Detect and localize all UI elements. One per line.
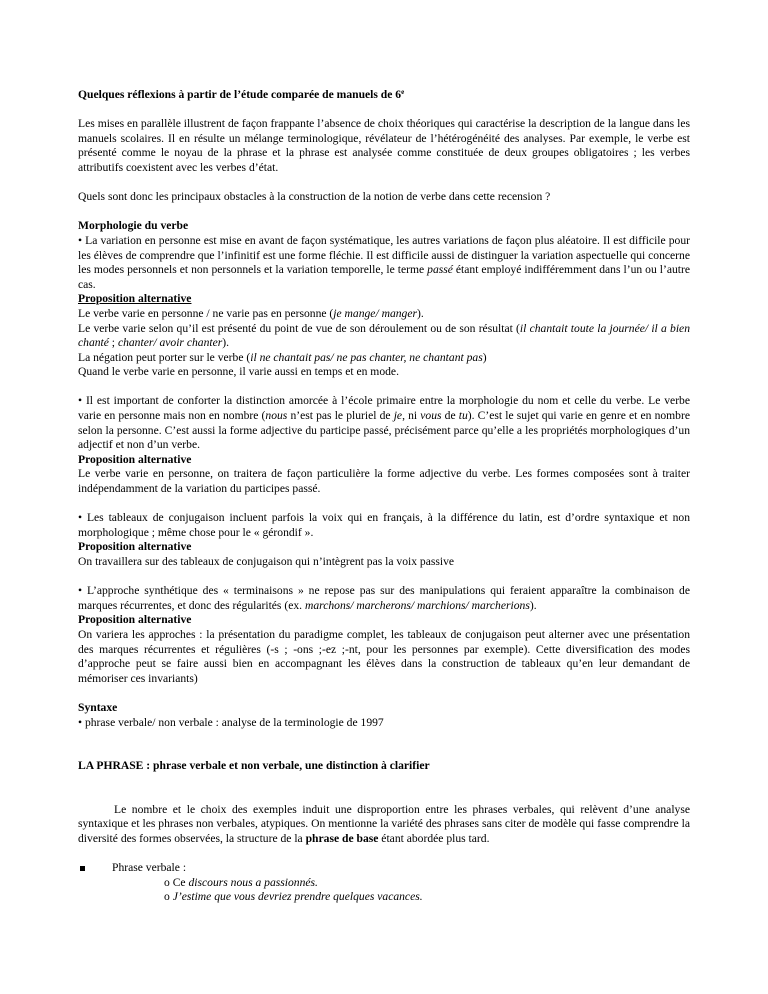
section-heading-la-phrase: LA PHRASE : phrase verbale et non verbale, une distinction à clarifier <box>78 759 430 773</box>
morph-point-4-alternative: On variera les approches : la présentation du paradigme complet, les tableaux de conjugaison peut alterner avec une présentation des marques récurrentes et régulières (-s ; -ons ;-ez ;-nt, pour les personnes par exemple). Cette diversification des modes d’approche peut se faire aussi bien en accompagnant les élèves dans la construction de tableaux qu’en leur demandant de mémoriser ces invariants) <box>78 627 690 685</box>
morph-point-2-alternative: Le verbe varie en personne, on traitera de façon particulière la forme adjective du verbe. Les formes composées sont à traiter indépendamment de la variation du participes passé. <box>78 467 690 496</box>
example-item: o Ce discours nous a passionnés. <box>164 875 318 889</box>
morph-point-1: • La variation en personne est mise en avant de façon systématique, les autres variations de façon plus aléatoire. Il est difficile pour les élèves de comprendre que l’infinitif est une forme fléchie. Il est difficile aussi de distinguer la variation aspectuelle qui concerne les modes personnels et non personnels et la variation temporelle, le terme passé étant employé indifféremment dans l’un ou l’autre cas. <box>78 233 690 291</box>
bullet-label: Phrase verbale : <box>112 861 187 875</box>
morph-line-2: Le verbe varie selon qu’il est présenté du point de vue de son déroulement ou de son résultat (il chantait toute la journée/ il a bien chanté ; chanter/ avoir chanter). <box>78 321 690 350</box>
morph-point-3: • Les tableaux de conjugaison incluent parfois la voix qui en français, à la différence du latin, est d’ordre syntaxique et non morphologique ; même chose pour le « gérondif ». <box>78 511 690 539</box>
proposition-alternative-heading: Proposition alternative <box>78 540 192 554</box>
document-page <box>78 88 690 905</box>
square-bullet-icon <box>78 861 112 905</box>
morph-line-1: Le verbe varie en personne / ne varie pas en personne (je mange/ manger). <box>78 306 424 320</box>
section-heading-morphologie: Morphologie du verbe <box>78 219 189 233</box>
example-item: o J’estime que vous devriez prendre quelques vacances. <box>164 890 423 904</box>
section-heading-syntaxe: Syntaxe <box>78 700 118 714</box>
document-title: Quelques réflexions à partir de l’étude comparée de manuels de 6e <box>78 88 405 101</box>
morph-line-4: Quand le verbe varie en personne, il varie aussi en temps et en mode. <box>78 365 399 379</box>
morph-line-3: La négation peut porter sur le verbe (il ne chantait pas/ ne pas chanter, ne chantant pas) <box>78 350 487 364</box>
intro-paragraph: Les mises en parallèle illustrent de façon frappante l’absence de choix théoriques qui caractérise la description de la langue dans les manuels scolaires. Il en résulte un mélange terminologique, révélateur de l’hétérogénéité des analyses. Par exemple, le verbe est présenté comme le noyau de la phrase et la phrase est analysée comme constituée de deux groupes obligatoires ; les verbes attributifs coexistent avec les verbes d’état. <box>78 117 690 174</box>
phrase-paragraph: Le nombre et le choix des exemples induit une disproportion entre les phrases verbales, qui relèvent d’une analyse syntaxique et les phrases non verbales, atypiques. On mentionne la variété des phrases sans citer de modèle qui fasse comprendre la diversité des formes observées, la structure de la phrase de base étant abordée plus tard. <box>78 802 690 845</box>
syntax-item: • phrase verbale/ non verbale : analyse de la terminologie de 1997 <box>78 715 384 729</box>
morph-point-3-alternative: On travaillera sur des tableaux de conjugaison qui n’intègrent pas la voix passive <box>78 555 455 568</box>
question-paragraph: Quels sont donc les principaux obstacles à la construction de la notion de verbe dans cette recension ? <box>78 190 551 204</box>
proposition-alternative-heading: Proposition alternative <box>78 613 192 627</box>
morph-point-2: • Il est important de conforter la distinction amorcée à l’école primaire entre la morphologie du nom et celle du verbe. Le verbe varie en personne mais non en nombre (nous n’est pas le pluriel de je, ni vous de tu). C’est le sujet qui varie en genre et en nombre selon la personne. C’est aussi la forme adjective du participe passé, précisément parce qu’elle a les propriétés morphologiques d’un adjectif et non d’un verbe. <box>78 394 690 452</box>
proposition-alternative-heading: Proposition alternative <box>78 452 192 466</box>
list-item-phrase-verbale <box>78 861 690 905</box>
proposition-alternative-heading: Proposition alternative <box>78 292 192 306</box>
morph-point-4: • L’approche synthétique des « terminaisons » ne repose pas sur des manipulations qui feraient apparaître la combinaison de marques récurrentes, et donc des régularités (ex. marchons/ marcherons/ marchions/ marcherions). <box>78 584 690 612</box>
